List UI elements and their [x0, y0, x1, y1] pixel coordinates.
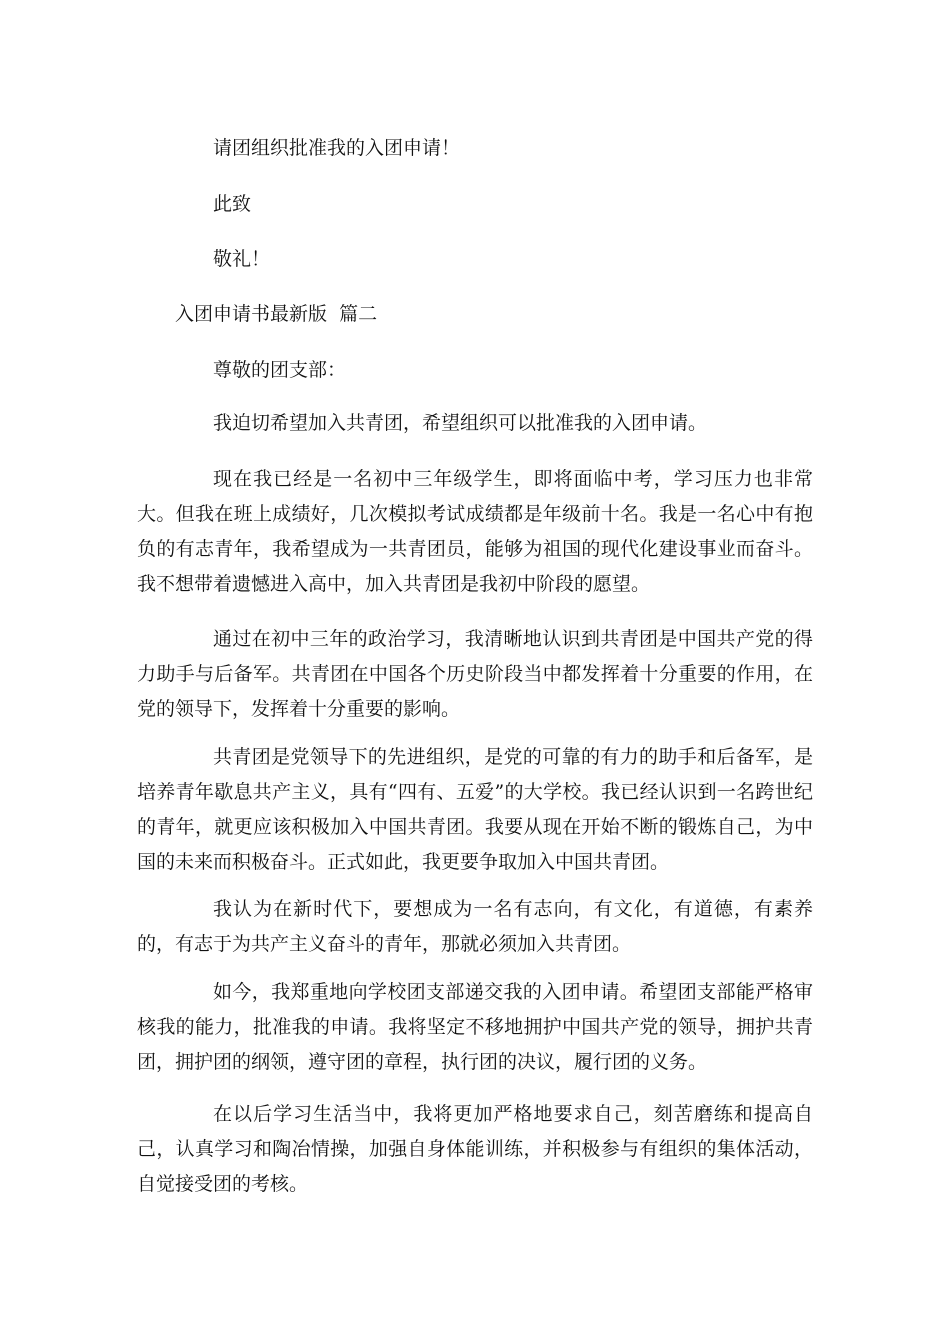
paragraph-5: 我认为在新时代下，要想成为一名有志向，有文化，有道德，有素养的，有志于为共产主义奋斗的青年，那就必须加入共青团。 — [137, 898, 813, 955]
paragraph-2: 现在我已经是一名初中三年级学生，即将面临中考，学习压力也非常大。但我在班上成绩好，几次模拟考试成绩都是年级前十名。我是一名心中有抱负的有志青年，我希望成为一共青团员，能够为祖国的现代化建设事业而奋斗。我不想带着遗憾进入高中，加入共青团是我初中阶段的愿望。 — [137, 468, 813, 595]
paragraph-4: 共青团是党领导下的先进组织，是党的可靠的有力的助手和后备军，是培养青年歇息共产主义，具有“四有、五爱”的大学校。我已经认识到一名跨世纪的青年，就更应该积极加入中国共青团。我要从现在开始不断的锻炼自己，为中国的未来而积极奋斗。正式如此，我更要争取加入中国共青团。 — [137, 746, 813, 873]
paragraph-3: 通过在初中三年的政治学习，我清晰地认识到共青团是中国共产党的得力助手与后备军。共青团在中国各个历史阶段当中都发挥着十分重要的作用，在党的领导下，发挥着十分重要的影响。 — [137, 628, 813, 720]
closing-regards: 敬礼！ — [213, 248, 271, 270]
paragraph-6: 如今，我郑重地向学校团支部递交我的入团申请。希望团支部能严格审核我的能力，批准我的申请。我将坚定不移地拥护中国共产党的领导，拥护共青团，拥护团的纲领，遵守团的章程，执行团的决议，履行团的义务。 — [137, 981, 813, 1073]
closing-salutation: 此致 — [213, 193, 252, 215]
greeting: 尊敬的团支部： — [213, 359, 347, 381]
closing-request: 请团组织批准我的入团申请！ — [213, 137, 461, 159]
paragraph-1: 我迫切希望加入共青团，希望组织可以批准我的入团申请。 — [213, 412, 708, 434]
paragraph-7: 在以后学习生活当中，我将更加严格地要求自己，刻苦磨练和提高自己，认真学习和陶冶情操，加强自身体能训练，并积极参与有组织的集体活动，自觉接受团的考核。 — [137, 1103, 813, 1195]
section-title: 入团申请书最新版 篇二 — [175, 303, 378, 325]
